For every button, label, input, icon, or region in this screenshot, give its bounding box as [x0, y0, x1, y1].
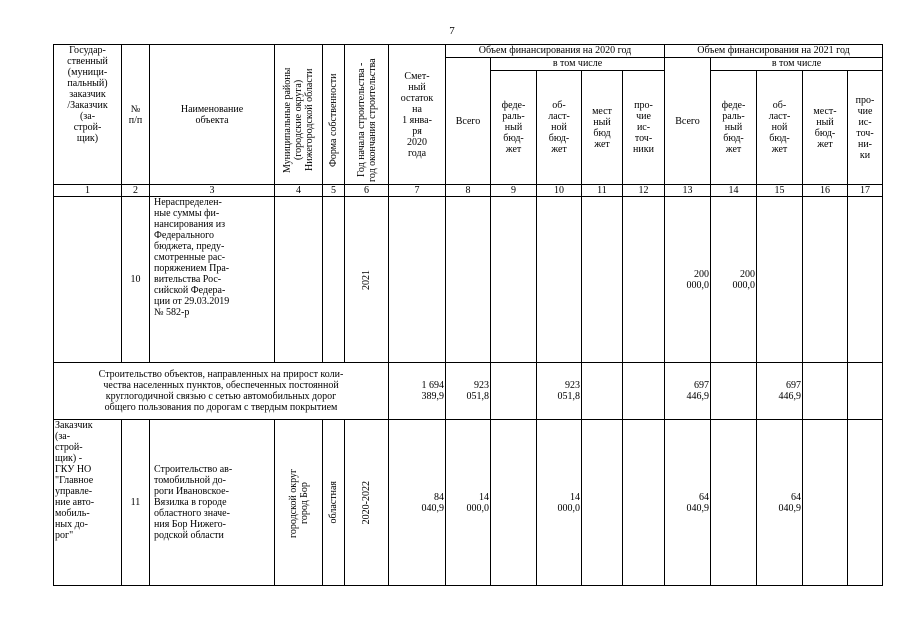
- row11-object-name: Строительство ав- томобильной до- роги Ивановское- Вязилка в городе областного значе- ния Бор Нижего- родской области: [150, 420, 275, 586]
- row11-ownership: [323, 420, 345, 586]
- row10-other-2020: [623, 197, 665, 363]
- header-federal-2020: феде- раль- ный бюд- жет: [491, 71, 537, 185]
- header-regional-2021: об- ласт- ной бюд- жет: [757, 71, 803, 185]
- header-local-2021: мест- ный бюд- жет: [803, 71, 848, 185]
- row10-customer: [54, 197, 122, 363]
- row11-federal-2021: [711, 420, 757, 586]
- section-local-2020: [582, 363, 623, 420]
- col-number: 4: [275, 185, 323, 197]
- table-row-11: [54, 420, 883, 586]
- header-districts-text: Муниципальные районы (городские округа) Нижегородской области: [282, 67, 315, 173]
- row10-other-2021: [848, 197, 883, 363]
- section-total-2020: 923 051,8: [446, 363, 491, 420]
- row11-total-2020: 14 000,0: [446, 420, 491, 586]
- col-number: 14: [711, 185, 757, 197]
- row10-object-name: Нераспределен- ные суммы фи- нансирования из Федерального бюджета, преду- смотренные рас- поряжением Пра- вительства Рос- сийской Федера- ции от 29.03.2019 № 582-р: [150, 197, 275, 363]
- section-estimate: 1 694 389,9: [389, 363, 446, 420]
- row11-federal-2020: [491, 420, 537, 586]
- header-ownership-text: Форма собственности: [328, 73, 339, 167]
- row11-local-2021: [803, 420, 848, 586]
- header-years: [345, 45, 389, 185]
- header-estimate: Смет- ный остаток на 1 янва- ря 2020 года: [389, 45, 446, 185]
- row10-estimate: [389, 197, 446, 363]
- section-federal-2021: [711, 363, 757, 420]
- header-incl-2020: в том числе: [491, 58, 665, 71]
- section-total-2021: 697 446,9: [665, 363, 711, 420]
- header-federal-2021: феде- раль- ный бюд- жет: [711, 71, 757, 185]
- row11-other-2021: [848, 420, 883, 586]
- header-other-2020: про- чие ис- точ- ники: [623, 71, 665, 185]
- section-other-2020: [623, 363, 665, 420]
- column-numbers-row: [54, 185, 883, 197]
- row10-years: [345, 197, 389, 363]
- col-number: 7: [389, 185, 446, 197]
- header-fin-2021: Объем финансирования на 2021 год: [665, 45, 883, 58]
- col-number: 13: [665, 185, 711, 197]
- row10-local-2020: [582, 197, 623, 363]
- section-local-2021: [803, 363, 848, 420]
- col-number: 6: [345, 185, 389, 197]
- section-regional-2021: 697 446,9: [757, 363, 803, 420]
- header-local-2020: мест ный бюд жет: [582, 71, 623, 185]
- row10-regional-2021: [757, 197, 803, 363]
- header-total-2021: Всего: [665, 58, 711, 185]
- section-row: [54, 363, 883, 420]
- row10-ownership: [323, 197, 345, 363]
- row11-district-text: городской округ город Бор: [287, 467, 310, 538]
- header-regional-2020: об- ласт- ной бюд- жет: [537, 71, 582, 185]
- col-number: 17: [848, 185, 883, 197]
- header-object-name: Наименование объекта: [150, 45, 275, 185]
- header-incl-2021: в том числе: [711, 58, 883, 71]
- row10-total-2020: [446, 197, 491, 363]
- row10-years-text: 2021: [361, 269, 372, 290]
- col-number: 11: [582, 185, 623, 197]
- row11-years-text: 2020-2022: [361, 480, 372, 525]
- row11-ownership-text: областная: [328, 481, 339, 524]
- header-ownership: [323, 45, 345, 185]
- header-fin-2020: Объем финансирования на 2020 год: [446, 45, 665, 58]
- row11-total-2021: 64 040,9: [665, 420, 711, 586]
- header-years-text: Год начала строительства - год окончания строительства: [355, 58, 378, 182]
- row11-local-2020: [582, 420, 623, 586]
- col-number: 9: [491, 185, 537, 197]
- col-number: 12: [623, 185, 665, 197]
- section-federal-2020: [491, 363, 537, 420]
- row10-number: 10: [122, 197, 150, 363]
- col-number: 15: [757, 185, 803, 197]
- col-number: 3: [150, 185, 275, 197]
- row11-regional-2020: 14 000,0: [537, 420, 582, 586]
- header-total-2020: Всего: [446, 58, 491, 185]
- col-number: 1: [54, 185, 122, 197]
- col-number: 10: [537, 185, 582, 197]
- col-number: 8: [446, 185, 491, 197]
- row11-number: 11: [122, 420, 150, 586]
- section-other-2021: [848, 363, 883, 420]
- row11-customer: Заказчик (за- строй- щик) - ГКУ НО "Главное управле- ние авто- мобиль- ных до- рог": [54, 420, 122, 586]
- row10-federal-2020: [491, 197, 537, 363]
- row10-regional-2020: [537, 197, 582, 363]
- header-other-2021: про- чие ис- точ- ни- ки: [848, 71, 883, 185]
- col-number: 16: [803, 185, 848, 197]
- header-districts: [275, 45, 323, 185]
- row10-federal-2021: 200 000,0: [711, 197, 757, 363]
- financing-table: [53, 44, 883, 586]
- header-customer: Государ- ственный (муници- пальный) заказчик /Заказчик (за- строй- щик): [54, 45, 122, 185]
- col-number: 5: [323, 185, 345, 197]
- row11-estimate: 84 040,9: [389, 420, 446, 586]
- table-row-10: [54, 197, 883, 363]
- section-regional-2020: 923 051,8: [537, 363, 582, 420]
- section-title: Строительство объектов, направленных на прирост коли- чества населенных пунктов, обеспеченных постоянной круглогодичной связью с сетью автомобильных дорог общего пользования по дорогам с твердым покрытием: [54, 363, 389, 420]
- row10-total-2021: 200 000,0: [665, 197, 711, 363]
- row10-district: [275, 197, 323, 363]
- row11-years: [345, 420, 389, 586]
- row11-district: [275, 420, 323, 586]
- page-number: 7: [449, 25, 455, 37]
- row10-local-2021: [803, 197, 848, 363]
- col-number: 2: [122, 185, 150, 197]
- row11-other-2020: [623, 420, 665, 586]
- row11-regional-2021: 64 040,9: [757, 420, 803, 586]
- header-number: № п/п: [122, 45, 150, 185]
